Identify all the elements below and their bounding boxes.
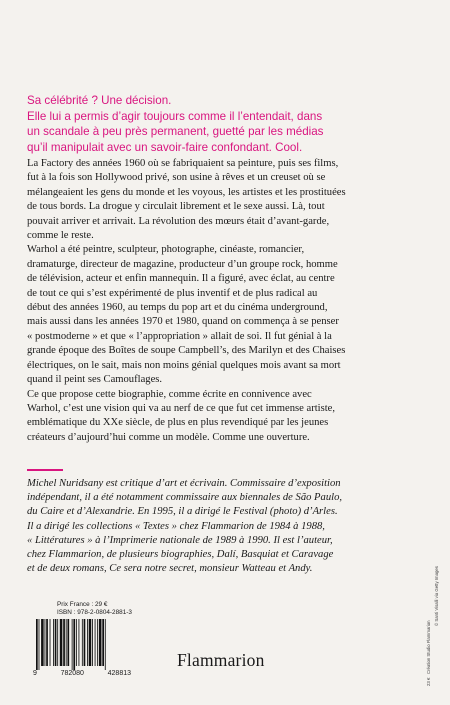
credit-design: Création Studio Flammarion xyxy=(426,620,431,674)
barcode-bar xyxy=(36,619,38,670)
barcode-bar xyxy=(97,619,98,666)
barcode-bar xyxy=(82,619,83,666)
barcode-bar xyxy=(50,619,51,666)
bio-line: et de deux romans, Ce sera notre secret, monsieur Watteau et Andy. xyxy=(27,563,313,575)
barcode-bar xyxy=(105,619,106,670)
barcode-bar xyxy=(39,619,40,670)
body-line: de télévision, acteur et enfin mannequin. Il a figuré, avec éclat, au centre xyxy=(27,273,335,285)
barcode-bar xyxy=(41,619,44,666)
body-line: La Factory des années 1960 où se fabriquaient sa peinture, puis ses films, xyxy=(27,158,339,169)
barcode-digit-group: 9 xyxy=(33,670,37,677)
barcode-bar xyxy=(95,619,96,666)
bio-line: du Caire et d’Alexandrie. En 1995, il a dirigé le Festival (photo) d’Arles. xyxy=(27,506,338,518)
body-line: Warhol a été peintre, sculpteur, photographe, cinéaste, romancier, xyxy=(27,244,305,256)
body-line: électriques, on le sait, mais non moins génial quelques mois avant sa mort xyxy=(27,359,341,371)
barcode-bar xyxy=(79,619,80,666)
author-bio xyxy=(27,477,422,576)
bio-line: chez Flammarion, de plusieurs biographies, Dalí, Basquiat et Caravage xyxy=(27,549,334,561)
body-line: emblématique du XXe siècle, de plus en plus revendiqué par les jeunes xyxy=(27,417,329,429)
body-line: comme le reste. xyxy=(27,230,94,242)
body-line: de tous bords. La drogue y circulait librement et le sexe aussi. Là, tout xyxy=(27,201,325,213)
body-line: quand il peint ses Camouflages. xyxy=(27,374,163,386)
barcode xyxy=(35,619,131,670)
tagline-line: un scandale à peu près permanent, guetté par les médias xyxy=(27,125,324,138)
body-line: créateurs d’aujourd’hui comme un modèle. Comme une ouverture. xyxy=(27,431,310,443)
barcode-digits xyxy=(33,670,131,677)
bio-line: Il a dirigé les collections « Textes » chez Flammarion de 1984 à 1988, xyxy=(27,520,325,532)
tagline-line: Elle lui a permis d’agir toujours comme il l’entendait, dans xyxy=(27,109,323,123)
publisher-logo: Flammarion xyxy=(177,650,265,670)
body-line: grande époque des Boîtes de soupe Campbell’s, des Marilyn et des Chaises xyxy=(27,345,346,357)
image-credits xyxy=(426,566,439,686)
credit-photo: © Santi Visalli via Getty Images xyxy=(434,566,439,626)
barcode-bar xyxy=(92,619,93,666)
barcode-bar xyxy=(72,619,73,670)
barcode-bar xyxy=(89,619,92,666)
body-line: mélangeaient les gens du monde et les voyous, les artistes et les prostituées xyxy=(27,186,346,198)
barcode-bar xyxy=(63,619,65,666)
barcode-bar xyxy=(57,619,58,666)
bio-line: « Littératures » à l’Imprimerie nationale de 1989 à 1990. Il est l’auteur, xyxy=(27,534,333,546)
body-line: de tout ce qui s’est expérimenté de plus inventif et de plus radical au xyxy=(27,287,318,299)
credit-code: 23 € xyxy=(426,677,431,686)
barcode-bar xyxy=(45,619,46,666)
barcode-bar xyxy=(76,619,77,666)
barcode-bar xyxy=(55,619,57,666)
body-line: Warhol, c’est une vision qui va au nerf de ce que fut cet immense artiste, xyxy=(27,402,336,414)
body-line: « postmoderne » et que « l’appropriation » allait de soi. Il fut génial à la xyxy=(27,330,332,342)
price-label: Prix France : 29 € xyxy=(57,601,108,608)
barcode-bar xyxy=(67,619,69,666)
tagline-line: qu’il manipulait avec un savoir-faire confondant. Cool. xyxy=(27,140,303,154)
barcode-bar xyxy=(87,619,88,666)
body-line: dramaturge, directeur de magazine, producteur d’un groupe rock, homme xyxy=(27,258,338,270)
isbn-label: ISBN : 978-2-0804-2881-3 xyxy=(57,609,132,616)
section-divider xyxy=(27,469,63,471)
barcode-bar xyxy=(102,619,104,666)
body-line: fut à la fois son Hollywood privé, son usine à rêves et un creuset où se xyxy=(27,172,326,184)
barcode-bar xyxy=(60,619,63,666)
bio-line: Michel Nuridsany est critique d’art et écrivain. Commissaire d’exposition xyxy=(27,478,341,489)
barcode-bar xyxy=(46,619,48,666)
barcode-digit-group: 428813 xyxy=(107,670,131,677)
body-line: pouvait arriver et arrivait. La révolution des mœurs était d’avant-garde, xyxy=(27,215,330,227)
body-line: début des années 1960, au temps du pop art et du cinéma underground, xyxy=(27,302,328,314)
barcode-bar xyxy=(53,619,54,666)
tagline-line: Sa célébrité ? Une décision. xyxy=(27,94,172,107)
body-line: Ce que propose cette biographie, comme écrite en connivence avec xyxy=(27,388,312,400)
price-block xyxy=(57,601,132,617)
barcode-bar xyxy=(66,619,67,666)
barcode-bar xyxy=(84,619,86,666)
barcode-digit-group: 782080 xyxy=(60,670,84,677)
back-cover-text xyxy=(27,157,427,445)
body-line: mais aussi dans les années 1970 et 1980, quand on commença à se penser xyxy=(27,316,339,328)
bio-line: indépendant, il a été notamment commissaire aux biennales de São Paulo, xyxy=(27,492,343,504)
barcode-bar xyxy=(99,619,102,666)
tagline xyxy=(27,93,427,155)
barcode-bar xyxy=(73,619,75,670)
